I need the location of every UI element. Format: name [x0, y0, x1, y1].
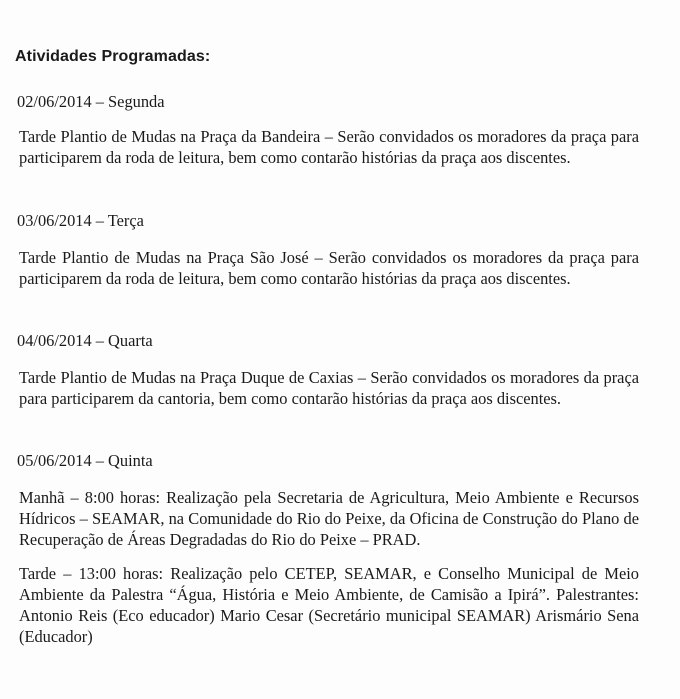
- morning-activity: Manhã – 8:00 horas: Realização pela Secretaria de Agricultura, Meio Ambiente e Recursos Hídricos – SEAMAR, na Comunidade do Rio do Peixe, da Oficina de Construção do Plano de Recuperação de Áreas Degradadas do Rio do Peixe – PRAD.: [19, 488, 639, 549]
- entry-date: 05/06/2014 – Quinta: [17, 451, 153, 470]
- entry-date: 02/06/2014 – Segunda: [17, 92, 165, 111]
- entry-description: Tarde Plantio de Mudas na Praça São José – Serão convidados os moradores da praça para participarem da roda de leitura, bem como contarão histórias da praça aos discentes.: [19, 248, 639, 288]
- page-heading: Atividades Programadas:: [15, 48, 211, 65]
- entry-date: 04/06/2014 – Quarta: [17, 331, 153, 350]
- entry-description: Tarde Plantio de Mudas na Praça Duque de Caxias – Serão convidados os moradores da praça para participarem da cantoria, bem como contarão histórias da praça aos discentes.: [19, 368, 639, 408]
- entry-date: 03/06/2014 – Terça: [17, 211, 144, 230]
- entry-description: Tarde Plantio de Mudas na Praça da Bandeira – Serão convidados os moradores da praça para participarem da roda de leitura, bem como contarão histórias da praça aos discentes.: [19, 127, 639, 167]
- afternoon-activity: Tarde – 13:00 horas: Realização pelo CETEP, SEAMAR, e Conselho Municipal de Meio Ambiente da Palestra “Água, História e Meio Ambiente, de Camisão a Ipirá”. Palestrantes: Antonio Reis (Eco educador) Mario Cesar (Secretário municipal SEAMAR) Arismário Sena (Educador): [19, 564, 639, 646]
